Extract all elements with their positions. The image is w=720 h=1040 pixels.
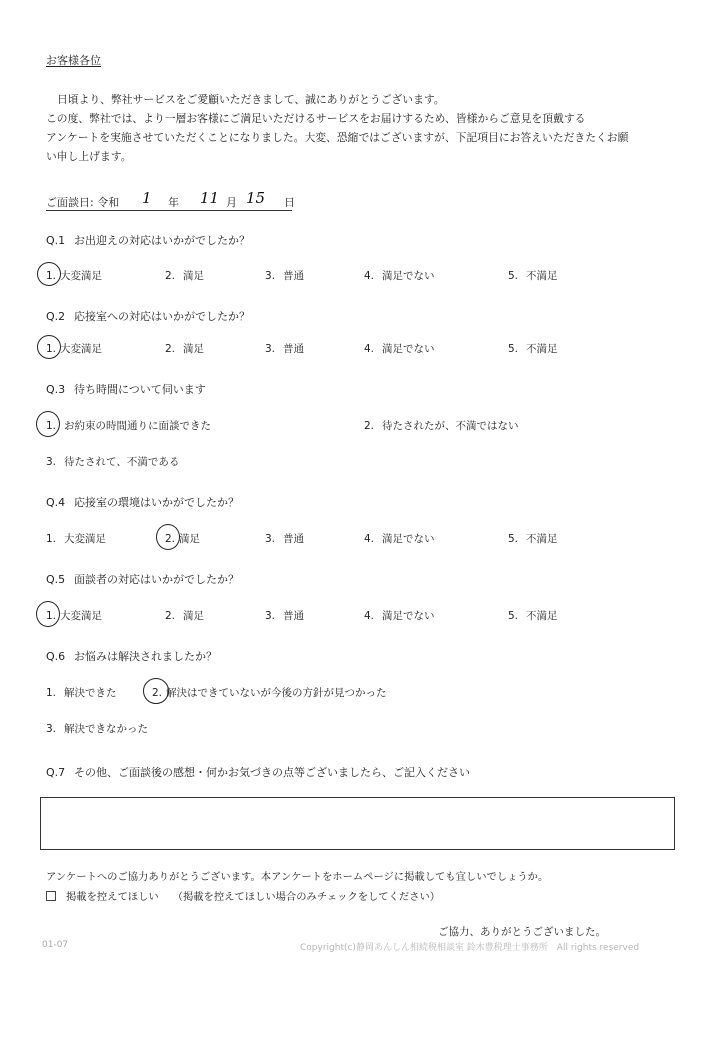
q6-option-2[interactable]: 2. 解決はできていないが今後の方針が見つかった — [152, 687, 387, 699]
question-number: Q.5 — [46, 573, 66, 586]
question-number: Q.2 — [46, 310, 66, 323]
date-month-unit: 月 — [226, 196, 237, 209]
q1-option-1[interactable]: 1. 大変満足 — [46, 270, 103, 282]
question-2 — [46, 308, 250, 324]
publish-optout-checkbox[interactable] — [46, 891, 56, 901]
q6-option-3[interactable]: 3. 解決できなかった — [46, 723, 149, 735]
date-month-value[interactable]: 11 — [200, 189, 220, 207]
q4-option-2[interactable]: 2. 満足 — [165, 533, 201, 545]
comment-textbox[interactable] — [40, 797, 675, 850]
question-number: Q.3 — [46, 383, 66, 396]
q5-option-5[interactable]: 5. 不満足 — [508, 610, 558, 622]
intro-line: アンケートを実施させていただくことになりました。大変、恐縮ではございますが、下記項目にお答えいただきたくお願 — [46, 131, 629, 144]
date-day-unit: 日 — [284, 196, 295, 209]
question-5 — [46, 571, 239, 587]
q4-option-5[interactable]: 5. 不満足 — [508, 533, 558, 545]
question-number: Q.4 — [46, 496, 66, 509]
q3-option-3[interactable]: 3. 待たされて、不満である — [46, 456, 180, 468]
q4-option-3[interactable]: 3. 普通 — [265, 533, 305, 545]
question-4 — [46, 494, 239, 510]
q2-option-4[interactable]: 4. 満足でない — [364, 343, 435, 355]
q4-option-4[interactable]: 4. 満足でない — [364, 533, 435, 545]
question-text: お悩みは解決されましたか？ — [74, 650, 217, 663]
date-year-value[interactable]: 1 — [142, 189, 152, 207]
publish-optout-note: （掲載を控えてほしい場合のみチェックをしてください） — [172, 891, 441, 903]
publish-optout-label[interactable]: 掲載を控えてほしい — [66, 891, 159, 903]
question-text: お出迎えの対応はいかがでしたか？ — [74, 234, 250, 247]
publish-optout-row[interactable] — [46, 888, 440, 903]
q1-option-5[interactable]: 5. 不満足 — [508, 270, 558, 282]
question-number: Q.1 — [46, 234, 66, 247]
q3-option-2[interactable]: 2. 待たされたが、不満ではない — [364, 420, 519, 432]
q1-option-3[interactable]: 3. 普通 — [265, 270, 305, 282]
q5-option-2[interactable]: 2. 満足 — [165, 610, 205, 622]
question-text: その他、ご面談後の感想・何かお気づきの点等ございましたら、ご記入ください — [74, 766, 470, 779]
q2-option-1[interactable]: 1. 大変満足 — [46, 343, 103, 355]
q5-option-4[interactable]: 4. 満足でない — [364, 610, 435, 622]
intro-line: い申し上げます。 — [46, 150, 132, 163]
question-text: 応接室への対応はいかがでしたか？ — [74, 310, 250, 323]
interview-date-field[interactable] — [46, 189, 295, 211]
q4-option-1[interactable]: 1. 大変満足 — [46, 533, 107, 545]
q2-option-3[interactable]: 3. 普通 — [265, 343, 305, 355]
q3-option-1[interactable]: 1. お約束の時間通りに面談できた — [46, 420, 212, 432]
question-1 — [46, 232, 250, 248]
q6-option-1[interactable]: 1. 解決できた — [46, 687, 117, 699]
publish-question: アンケートへのご協力ありがとうございます。本アンケートをホームページに掲載しても宜しいでしょうか。 — [46, 871, 549, 883]
intro-paragraph — [46, 90, 686, 166]
q2-option-5[interactable]: 5. 不満足 — [508, 343, 558, 355]
question-text: 待ち時間について伺います — [74, 383, 206, 396]
q1-option-4[interactable]: 4. 満足でない — [364, 270, 435, 282]
question-number: Q.6 — [46, 650, 66, 663]
question-text: 面談者の対応はいかがでしたか？ — [74, 573, 239, 586]
q2-option-2[interactable]: 2. 満足 — [165, 343, 205, 355]
question-6 — [46, 648, 217, 664]
q1-option-2[interactable]: 2. 満足 — [165, 270, 205, 282]
question-number: Q.7 — [46, 766, 66, 779]
q5-option-3[interactable]: 3. 普通 — [265, 610, 305, 622]
copyright-notice: Copyright(c)静岡あんしん相続税相談室 鈴木豊税理士事務所 All rights reserved — [300, 943, 640, 953]
salutation: お客様各位 — [46, 54, 101, 67]
question-text: 応接室の環境はいかがでしたか？ — [74, 496, 239, 509]
date-day-value[interactable]: 15 — [246, 189, 266, 207]
document-code: 01-07 — [42, 940, 69, 950]
q5-option-1[interactable]: 1. 大変満足 — [46, 610, 103, 622]
intro-line: この度、弊社では、より一層お客様にご満足いただけるサービスをお届けするため、皆様からご意見を頂戴する — [46, 112, 586, 125]
date-year-unit: 年 — [168, 196, 179, 209]
question-7 — [46, 764, 470, 780]
date-label: ご面談日: 令和 — [46, 196, 120, 209]
thanks-message: ご協力、ありがとうございました。 — [438, 926, 606, 938]
intro-line: 日頃より、弊社サービスをご愛顧いただきまして、誠にありがとうございます。 — [57, 93, 445, 106]
question-3 — [46, 381, 206, 397]
